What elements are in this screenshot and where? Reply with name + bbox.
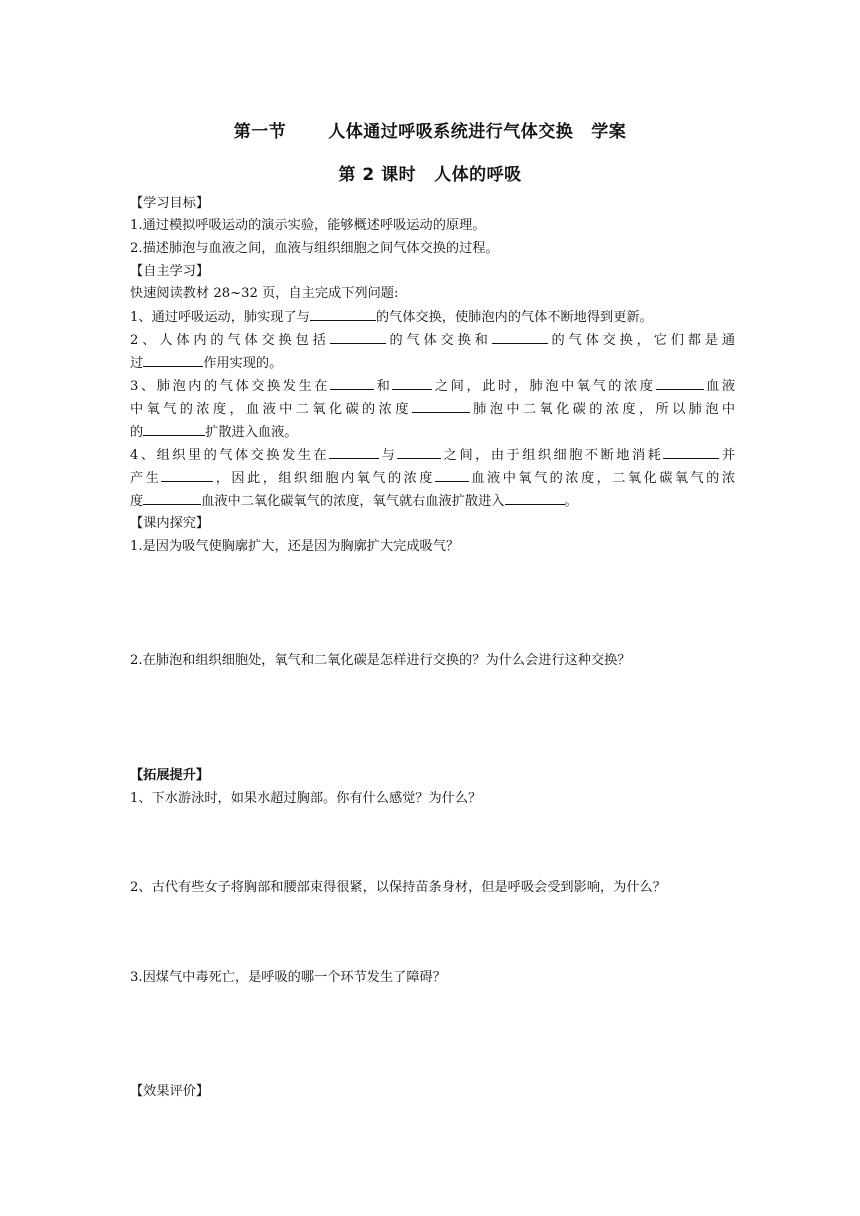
self-study-question-3-line-1: 3、肺泡内的气体交换发生在 和 之间，此时，肺泡中氧气的浓度 血液 (130, 376, 735, 397)
answer-blank[interactable] (412, 399, 470, 413)
subtitle-topic: 人体的呼吸 (434, 165, 522, 185)
answer-blank[interactable] (143, 353, 203, 367)
self-study-heading: 【自主学习】 (130, 264, 210, 279)
self-study-question-2-line-1: 2、人体内的气体交换包括 的气体交换和 的气体交换，它们都是通 (130, 330, 735, 351)
extension-question-1: 1、下水游泳时，如果水超过胸部。你有什么感觉？为什么？ (130, 791, 482, 806)
answer-blank[interactable] (435, 468, 469, 482)
self-study-question-1: 1、通过呼吸运动，肺实现了与 的气体交换，使肺泡内的气体不断地得到更新。 (130, 307, 735, 328)
self-study-question-2-line-2: 过 作用实现的。 (130, 353, 735, 374)
self-study-intro: 快速阅读教材 28~32 页，自主完成下列问题: (130, 286, 399, 301)
answer-blank[interactable] (143, 422, 205, 436)
answer-blank[interactable] (330, 330, 386, 344)
answer-blank[interactable] (397, 445, 441, 459)
answer-blank[interactable] (505, 491, 565, 505)
page-subtitle (0, 160, 860, 185)
subtitle-lesson: 第 2 课时 (338, 165, 417, 185)
self-study-question-4-line-1: 4、组织里的气体交换发生在 与 之间，由于组织细胞不断地消耗 并 (130, 445, 735, 466)
answer-blank[interactable] (656, 376, 704, 390)
inquiry-question-2: 2.在肺泡和组织细胞处，氧气和二氧化碳是怎样进行交换的？为什么会进行这种交换？ (130, 653, 631, 668)
self-study-question-4-line-2: 产生 ，因此，组织细胞内氧气的浓度 血液中氧气的浓度，二氧化碳氧气的浓 (130, 468, 735, 489)
answer-blank[interactable] (161, 468, 213, 482)
inquiry-question-1: 1.是因为吸气使胸廓扩大，还是因为胸廓扩大完成吸气？ (130, 539, 460, 554)
extension-question-2: 2、古代有些女子将胸部和腰部束得很紧，以保持苗条身材，但是呼吸会受到影响，为什么？ (130, 880, 666, 895)
objectives-heading: 【学习目标】 (130, 196, 210, 211)
answer-blank[interactable] (329, 445, 379, 459)
extension-heading: 【拓展提升】 (130, 768, 210, 783)
page-title (0, 117, 860, 142)
title-type: 学案 (591, 122, 627, 142)
answer-blank[interactable] (392, 376, 432, 390)
self-study-question-3-line-3: 的 扩散进入血液。 (130, 422, 735, 443)
answer-blank[interactable] (492, 330, 548, 344)
evaluation-heading: 【效果评价】 (130, 1084, 210, 1099)
title-topic: 人体通过呼吸系统进行气体交换 (328, 122, 574, 142)
objective-item-1: 1.通过模拟呼吸运动的演示实验，能够概述呼吸运动的原理。 (130, 218, 486, 233)
inquiry-heading: 【课内探究】 (130, 516, 210, 531)
answer-blank[interactable] (310, 307, 376, 321)
self-study-question-4-line-3: 度 血液中二氧化碳氧气的浓度，氧气就右血液扩散进入 。 (130, 491, 735, 512)
title-section: 第一节 (233, 122, 287, 142)
answer-blank[interactable] (143, 491, 201, 505)
answer-blank[interactable] (330, 376, 374, 390)
objective-item-2: 2.描述肺泡与血液之间，血液与组织细胞之间气体交换的过程。 (130, 241, 499, 256)
extension-question-3: 3.因煤气中毒死亡，是呼吸的哪一个环节发生了障碍？ (130, 970, 446, 985)
answer-blank[interactable] (663, 445, 719, 459)
self-study-question-3-line-2: 中氧气的浓度，血液中二氧化碳的浓度 肺泡中二氧化碳的浓度，所以肺泡中 (130, 399, 735, 420)
